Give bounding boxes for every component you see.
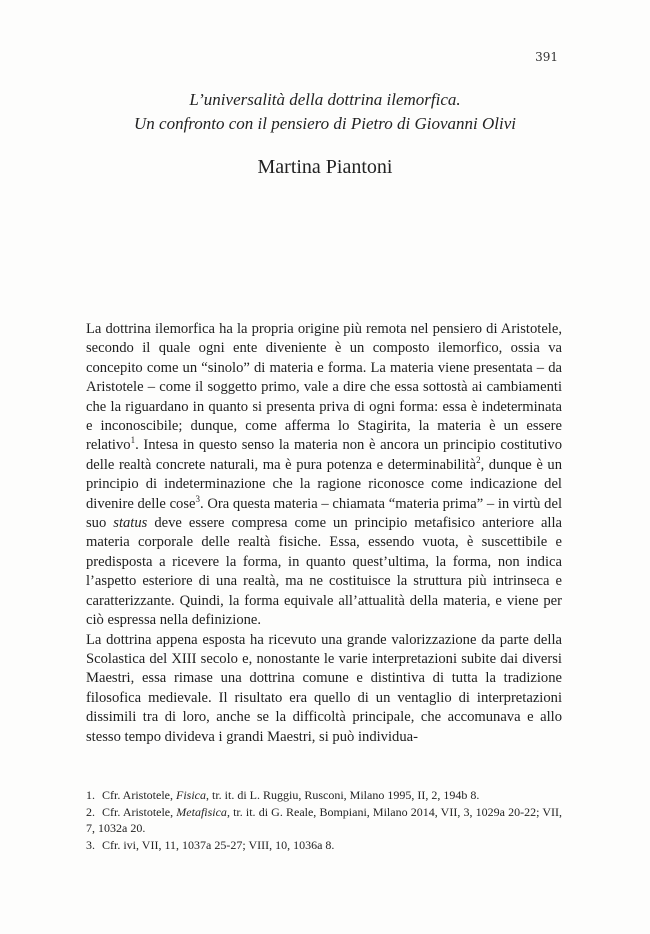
- author-name: Martina Piantoni: [257, 156, 393, 178]
- footnotes: [86, 787, 562, 853]
- paragraph-2: La dottrina appena esposta ha ricevuto una grande valorizzazione da parte della Scolastica del XIII secolo e, nonostante le varie interpretazioni subite dai diversi Maestri, essa rimase una dottrina comune e distintiva di tutta la tradizione filosofica medievale. Il risultato era quello di un ventaglio di interpretazioni dissimili tra di loro, anche se la difficoltà principale, che accomunava e allo stesso tempo divideva i grandi Maestri, si può individua-: [86, 631, 562, 745]
- footnote-ref-1[interactable]: 1: [130, 435, 136, 446]
- footnote-1: 1. Cfr. Aristotele, Fisica, tr. it. di L. Ruggiu, Rusconi, Milano 1995, II, 2, 194b 8.: [86, 788, 480, 802]
- footnote-3: 3. Cfr. ivi, VII, 11, 1037a 25-27; VIII, 10, 1036a 8.: [86, 837, 335, 852]
- paragraph-1: La dottrina ilemorfica ha la propria origine più remota nel pensiero di Aristotele, secondo il quale ogni ente diveniente è un composto ilemorfico, ossia va concepito come un “sinolo” di materia e forma. La materia viene presentata – da Aristotele – come il soggetto primo, vale a dire che essa sottostà ai cambiamenti che la riguardano in quanto si presenta priva di ogni forma: essa è indeterminata e inconoscibile; dunque, come afferma lo Stagirita, la materia è un essere relativo$^1$. Intesa in questo senso la materia non è ancora un principio costitutivo delle realtà concrete naturali, ma è pura potenza e determinabilità$^2$, dunque è un principio di indeterminazione che la ragione riconosce come indicazione del divenire delle cose$^3$. Ora questa materia – chiamata “materia prima” – in virtù del suo status deve essere compresa come un principio metafisico anteriore alla materia corporale delle realtà fisiche. Essa, essendo vuota, è suscettibile e predisposta a ricevere la forma, in quanto quest’ultima, la forma, non indica l’aspetto esteriore di una realtà, ma ne costituisce la struttura più intrinseca e caratterizzante. Quindi, la forma equivale all’attualità della materia, e viene per ciò espressa nella definizione.: [86, 321, 563, 629]
- footnote-2: 2. Cfr. Aristotele, Metafisica, tr. it. di G. Reale, Bompiani, Milano 2014, VII, 3, 1029a 20-22; VII, 7, 1032a 20.: [86, 804, 562, 835]
- body-text: [86, 320, 562, 747]
- italic-term: status: [113, 515, 148, 532]
- footnote-ref-3[interactable]: 3: [195, 493, 201, 504]
- page-number: 391: [535, 50, 558, 64]
- title-block: [0, 88, 650, 180]
- article-title: L’universalità della dottrina ilemorfica.: [189, 90, 461, 109]
- article-subtitle: Un confronto con il pensiero di Pietro di Giovanni Olivi: [134, 114, 516, 133]
- footnote-ref-2[interactable]: 2: [476, 454, 481, 465]
